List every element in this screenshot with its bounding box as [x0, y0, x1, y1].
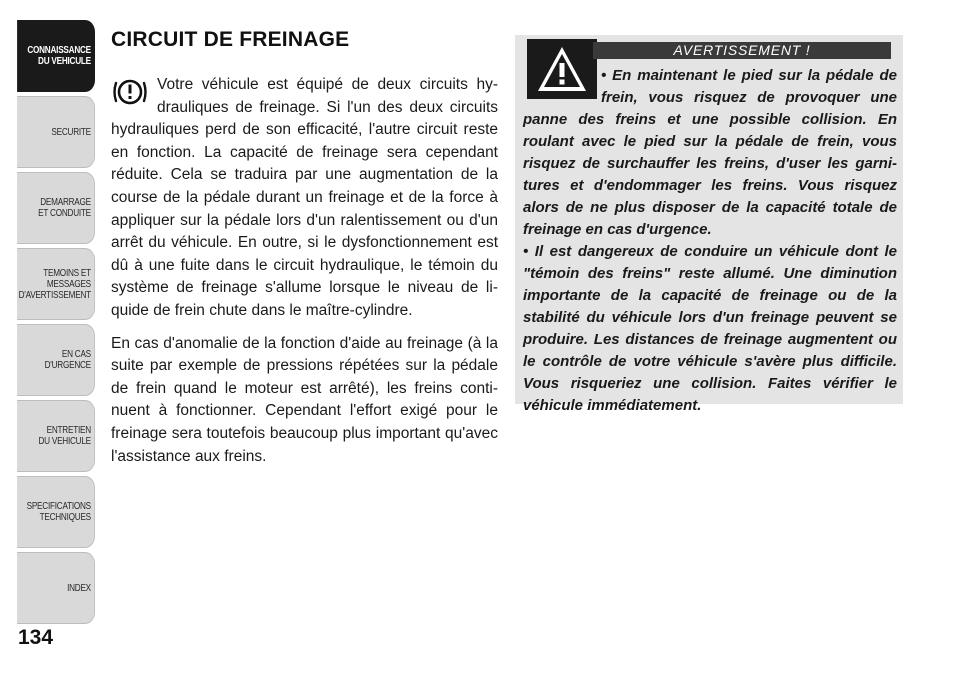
body-paragraph [111, 333, 498, 469]
warning-text [523, 65, 897, 417]
tab-temoins-et-messages[interactable]: TEMOINS ET MESSAGES D'AVERTISSEMENT [17, 248, 95, 320]
tab-en-cas-durgence[interactable]: EN CAS D'URGENCE [17, 324, 95, 396]
warning-box [515, 35, 903, 414]
tab-connaissance-du-vehicule[interactable]: CONNAISSANCE DU VEHICULE [17, 20, 95, 92]
tab-securite[interactable]: SECURITE [17, 96, 95, 168]
warning-item [523, 65, 897, 241]
tab-demarrage-et-conduite[interactable]: DEMARRAGE ET CONDUITE [17, 172, 95, 244]
warning-item [523, 241, 897, 417]
body-paragraph [111, 74, 498, 323]
section-title: CIRCUIT DE FREINAGE [111, 28, 350, 51]
tab-specifications-techniques[interactable]: SPECIFICATIONS TECHNIQUES [17, 476, 95, 548]
warning-header: AVERTISSEMENT ! [593, 42, 891, 59]
warning-item-2-text: • Il est dangereux de conduire un véhicule dont le "témoin des freins" reste allumé. Une diminution importante de la capacité de freinage ou de la stabilité du véhicule lors d'un freinage peuvent se produire. Les distances de freinage augmentent ou le contrôle de votre véhicule s'avère plus difficile. Vous risqueriez une collision. Faites vérifier le véhicule immédiatement. [523, 243, 897, 414]
page-number: 134 [18, 626, 54, 649]
body-text [111, 74, 498, 478]
body-paragraph-1-text: Votre véhicule est équipé de deux circuits hydrauliques de freinage. Si l'un des deux circuits hydrauliques perd de son efficacité, l'autre circuit reste en fonction. La capacité de freinage sera cependant réduite. Cela se traduira par une augmentation de la course de la pédale durant un freinage et de la force à appliquer sur la pédale lors d'un ralentissement ou d'un arrêt du véhicule. En outre, si le dysfonctionnement est dû à une fuite dans le circuit hydraulique, le témoin du système de freinage s'allume lorsque le niveau de liquide de frein chute dans le maître-cylindre. [111, 76, 498, 319]
tab-index[interactable]: INDEX [17, 552, 95, 624]
tab-entretien-du-vehicule[interactable]: ENTRETIEN DU VEHICULE [17, 400, 95, 472]
body-paragraph-2-text: En cas d'anomalie de la fonction d'aide au freinage (à la suite par exemple de pressions répétées sur la pédale de frein quand le moteur est arrêté), les freins continuent à fonctionner. Cependant l'effort exigé pour le freinage sera toutefois beaucoup plus important qu'avec l'assistance aux freins. [111, 334, 498, 465]
warning-item-1-text: • En maintenant le pied sur la pédale de frein, vous risquez de provoquer une panne des freins et une possible collision. En roulant avec le pied sur la pédale de frein, vous risquez de surchauffer les freins, d'user les garnitures et d'endommager les freins. Vous risquez alors de ne plus disposer de la capacité totale de freinage en cas d'urgence. [523, 67, 897, 238]
